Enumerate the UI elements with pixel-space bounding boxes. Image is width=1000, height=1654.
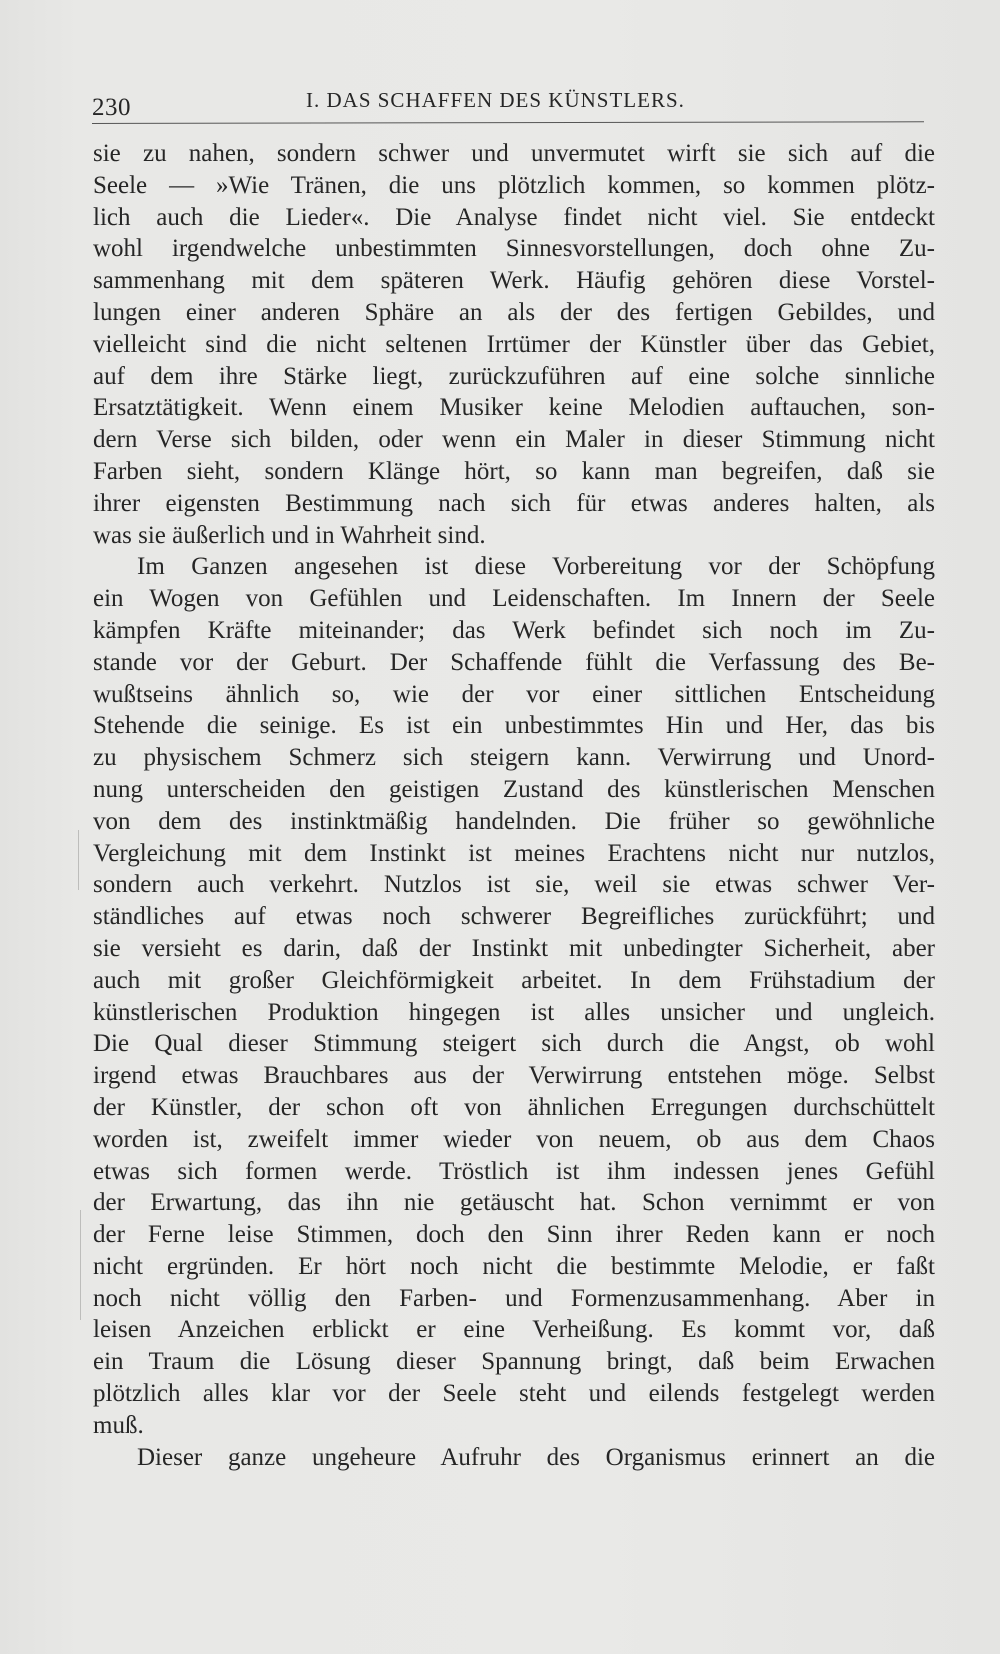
text-line: lich auch die Lieder«. Die Analyse findet nicht viel. Sie entdeckt — [93, 203, 935, 231]
text-line: auf dem ihre Stärke liegt, zurückzuführen auf eine solche sinnliche — [93, 362, 935, 390]
text-line: Stehende die seinige. Es ist ein unbestimmtes Hin und Her, das bis — [93, 712, 935, 740]
text-line: ein Wogen von Gefühlen und Leidenschaften. Im Innern der Seele — [93, 585, 935, 613]
page-header — [92, 88, 924, 122]
text-line: sie zu nahen, sondern schwer und unvermutet wirft sie sich auf die — [93, 140, 935, 167]
text-line: künstlerischen Produktion hingegen ist alles unsicher und ungleich. — [93, 998, 935, 1026]
text-line: von dem des instinktmäßig handelnden. Die früher so gewöhnliche — [93, 807, 935, 835]
text-line: muß. — [93, 1411, 144, 1439]
text-line: zu physischem Schmerz sich steigern kann. Verwirrung und Unord- — [93, 744, 935, 772]
text-line: ihrer eigensten Bestimmung nach sich für etwas anderes halten, als — [93, 489, 935, 517]
text-line: worden ist, zweifelt immer wieder von neuem, ob aus dem Chaos — [93, 1125, 935, 1153]
text-line: was sie äußerlich und in Wahrheit sind. — [93, 521, 486, 549]
body-text — [93, 138, 935, 1473]
text-line: der Erwartung, das ihn nie getäuscht hat. Schon vernimmt er von — [93, 1189, 935, 1217]
text-line: kämpfen Kräfte miteinander; das Werk befindet sich noch im Zu- — [93, 616, 935, 644]
margin-mark — [78, 830, 79, 890]
margin-mark — [80, 1210, 81, 1320]
text-line: auch mit großer Gleichförmigkeit arbeitet. In dem Frühstadium der — [93, 966, 935, 994]
running-head: I. DAS SCHAFFEN DES KÜNSTLERS. — [306, 88, 685, 112]
text-line: Farben sieht, sondern Klänge hört, so kann man begreifen, daß sie — [93, 457, 935, 485]
text-line: ein Traum die Lösung dieser Spannung bringt, daß beim Erwachen — [93, 1348, 935, 1376]
text-line: sammenhang mit dem späteren Werk. Häufig gehören diese Vorstel- — [93, 267, 935, 295]
text-line: Ersatztätigkeit. Wenn einem Musiker keine Melodien auftauchen, son- — [93, 394, 935, 422]
text-line: Vergleichung mit dem Instinkt ist meines Erachtens nicht nur nutzlos, — [93, 839, 935, 867]
text-line: ständliches auf etwas noch schwerer Begreifliches zurückführt; und — [93, 903, 935, 931]
text-line: lungen einer anderen Sphäre an als der des fertigen Gebildes, und — [93, 298, 935, 326]
text-line: dern Verse sich bilden, oder wenn ein Maler in dieser Stimmung nicht — [93, 426, 935, 454]
text-line: plötzlich alles klar vor der Seele steht und eilends festgelegt werden — [93, 1380, 935, 1408]
text-line: stande vor der Geburt. Der Schaffende fühlt die Verfassung des Be- — [93, 648, 935, 676]
text-line: sondern auch verkehrt. Nutzlos ist sie, weil sie etwas schwer Ver- — [93, 871, 935, 899]
text-line: vielleicht sind die nicht seltenen Irrtümer der Künstler über das Gebiet, — [93, 330, 935, 358]
text-line: Seele — »Wie Tränen, die uns plötzlich kommen, so kommen plötz- — [93, 171, 935, 199]
text-line: etwas sich formen werde. Tröstlich ist ihm indessen jenes Gefühl — [93, 1157, 935, 1185]
text-line: der Ferne leise Stimmen, doch den Sinn ihrer Reden kann er noch — [93, 1221, 935, 1249]
text-line: nicht ergründen. Er hört noch nicht die bestimmte Melodie, er faßt — [93, 1252, 935, 1280]
text-line: Im Ganzen angesehen ist diese Vorbereitung vor der Schöpfung — [137, 553, 935, 581]
text-line: leisen Anzeichen erblickt er eine Verheißung. Es kommt vor, daß — [93, 1316, 935, 1344]
page-number: 230 — [92, 94, 131, 121]
text-line: wohl irgendwelche unbestimmten Sinnesvorstellungen, doch ohne Zu- — [93, 235, 935, 263]
text-line: sie versieht es darin, daß der Instinkt mit unbedingter Sicherheit, aber — [93, 934, 935, 962]
text-line: wußtseins ähnlich so, wie der vor einer sittlichen Entscheidung — [93, 680, 935, 708]
text-line: Die Qual dieser Stimmung steigert sich durch die Angst, ob wohl — [93, 1030, 935, 1058]
text-line: der Künstler, der schon oft von ähnlichen Erregungen durchschüttelt — [93, 1093, 935, 1121]
text-line: Dieser ganze ungeheure Aufruhr des Organismus erinnert an die — [137, 1443, 935, 1471]
text-line: noch nicht völlig den Farben- und Formenzusammenhang. Aber in — [93, 1284, 935, 1312]
text-line: nung unterscheiden den geistigen Zustand des künstlerischen Menschen — [93, 775, 935, 803]
text-line: irgend etwas Brauchbares aus der Verwirrung entstehen möge. Selbst — [93, 1062, 935, 1090]
